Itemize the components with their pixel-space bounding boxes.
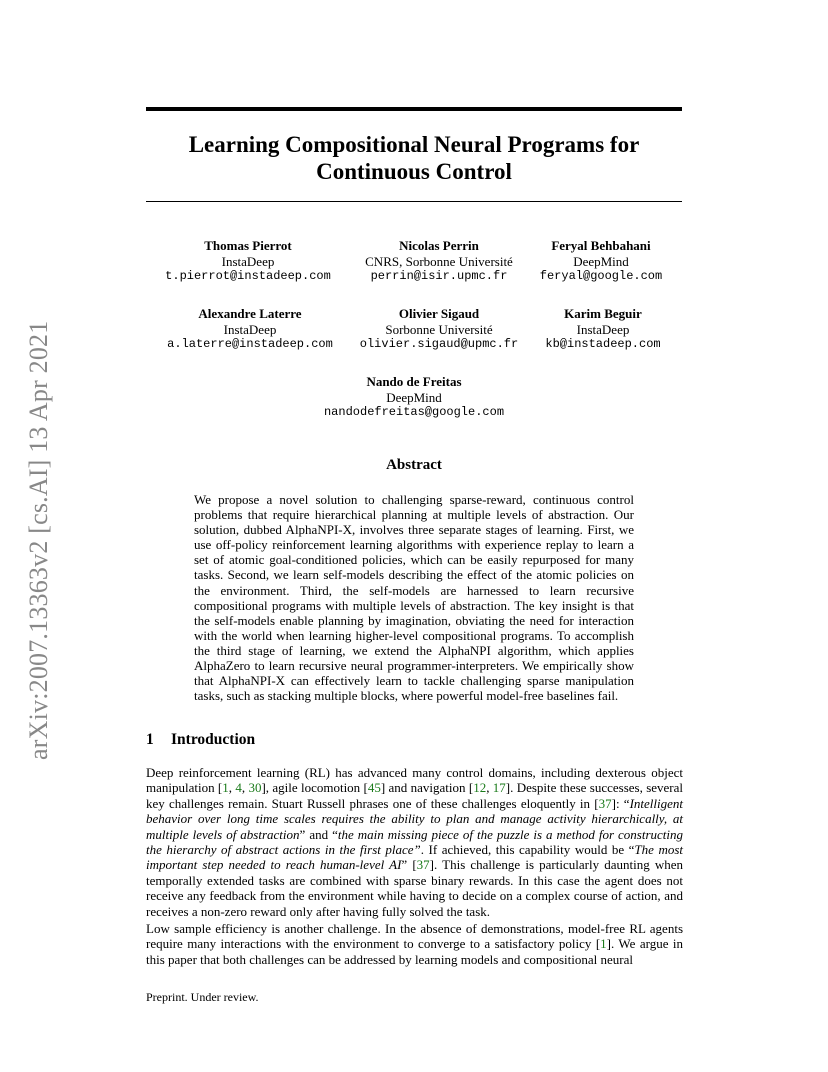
text-run: ” [ bbox=[401, 857, 417, 873]
author-email[interactable]: perrin@isir.upmc.fr bbox=[370, 269, 508, 283]
title-line-2: Continuous Control bbox=[316, 159, 512, 184]
citation-link[interactable]: 4 bbox=[235, 780, 242, 796]
text-run: ]. We argue in this paper that both challenges can be addressed by learning models and compositional neural bbox=[146, 936, 683, 967]
quote-run: the main missing piece of the puzzle is a method for constructing the hierarchy of abstract actions in the first place” bbox=[146, 826, 683, 858]
author-name: Alexandre Laterre bbox=[198, 306, 302, 321]
author-affiliation: DeepMind bbox=[573, 253, 629, 269]
author-affiliation: Sorbonne Université bbox=[385, 321, 493, 337]
section-heading bbox=[146, 731, 255, 749]
author-name: Olivier Sigaud bbox=[398, 306, 480, 321]
author-email[interactable]: kb@instadeep.com bbox=[545, 337, 661, 351]
text-run: . If achieved, this capability would be “ bbox=[420, 842, 635, 858]
author-affiliation: CNRS, Sorbonne Université bbox=[365, 253, 513, 269]
citation-link[interactable]: 30 bbox=[248, 780, 262, 796]
author-email[interactable]: t.pierrot@instadeep.com bbox=[165, 269, 331, 283]
abstract-heading: Abstract bbox=[386, 457, 442, 473]
section-title: Introduction bbox=[171, 731, 256, 748]
author-email[interactable]: a.laterre@instadeep.com bbox=[167, 337, 333, 351]
citation-link[interactable]: 12 bbox=[473, 780, 487, 796]
abstract-text: We propose a novel solution to challenging sparse-reward, continuous control problems that require hierarchical planning at multiple levels of abstraction. Our solution, dubbed AlphaNPI-X, involves three separate stages of learning. First, we use off-policy reinforcement learning algorithms with experience replay to learn a set of atomic goal-conditioned policies, which can be easily repurposed for many tasks. Second, we learn self-models describing the effect of the atomic policies on the environment. Third, the self-models are harnessed to learn recursive compositional programs with multiple levels of abstraction. The key insight is that the self-models enable planning by imagination, obviating the need for interaction with the world when learning higher-level compositional programs. To accomplish the third stage of learning, we extend the AlphaNPI algorithm, which applies AlphaZero to learn recursive neural programmer-interpreters. We empirically show that AlphaNPI-X can effectively learn to tackle challenging sparse manipulation tasks, such as stacking multiple blocks, where powerful model-free baselines fail. bbox=[194, 492, 634, 704]
text-run: Low sample efficiency is another challenge. In the absence of demonstrations, model-free RL agents require many interactions with the environment to converge to a satisfactory policy [ bbox=[146, 921, 683, 952]
author-affiliation: InstaDeep bbox=[221, 253, 275, 269]
text-run: ]: “ bbox=[611, 795, 630, 811]
author-name: Nicolas Perrin bbox=[399, 238, 479, 253]
author-name: Feryal Behbahani bbox=[551, 238, 651, 253]
author-affiliation: InstaDeep bbox=[223, 321, 277, 337]
author-affiliation: DeepMind bbox=[386, 389, 442, 405]
text-run: , bbox=[241, 780, 249, 796]
text-run: ], agile locomotion [ bbox=[261, 780, 368, 796]
text-run: Deep reinforcement learning (RL) has advanced many control domains, including dexterous object manipulation [ bbox=[146, 765, 683, 796]
intro-paragraph-1 bbox=[146, 765, 683, 919]
author-email[interactable]: olivier.sigaud@upmc.fr bbox=[359, 337, 519, 351]
author-block bbox=[481, 238, 721, 285]
author-email[interactable]: nandodefreitas@google.com bbox=[323, 405, 505, 419]
intro-paragraph-2 bbox=[146, 921, 683, 967]
citation-link[interactable]: 37 bbox=[416, 857, 430, 873]
quote-run: The most important step needed to reach human-level AI bbox=[146, 842, 684, 873]
title-top-rule bbox=[146, 107, 682, 111]
author-name: Karim Beguir bbox=[564, 306, 642, 321]
text-run: ]. Despite these successes, several key challenges remain. Stuart Russell phrases one of these challenges eloquently in [ bbox=[146, 780, 684, 811]
citation-link[interactable]: 45 bbox=[367, 780, 381, 796]
citation-link[interactable]: 17 bbox=[492, 780, 506, 796]
citation-link[interactable]: 1 bbox=[600, 936, 607, 952]
citation-link[interactable]: 1 bbox=[222, 780, 229, 796]
author-block bbox=[294, 374, 534, 421]
author-name: Nando de Freitas bbox=[366, 374, 462, 389]
arxiv-stamp: arXiv:2007.13363v2 [cs.AI] 13 Apr 2021 bbox=[24, 320, 53, 760]
text-run: ]. This challenge is particularly daunting when temporally extended tasks are combined with sparse binary rewards. In this case the agent does not receive any feedback from the environment while having to decide on a complex course of action, and receives a non-zero reward only after having fully solved the task. bbox=[146, 857, 683, 919]
author-name: Thomas Pierrot bbox=[204, 238, 292, 253]
author-block bbox=[483, 306, 723, 353]
quote-run: Intelligent behavior over long time scales requires the ability to plan and manage activity hierarchically, at multiple levels of abstraction bbox=[146, 795, 683, 842]
section-number: 1 bbox=[146, 731, 154, 748]
text-run: ” and “ bbox=[299, 826, 338, 842]
text-run: , bbox=[486, 780, 493, 796]
footer-note: Preprint. Under review. bbox=[146, 990, 259, 1004]
author-email[interactable]: feryal@google.com bbox=[539, 269, 663, 283]
title-bottom-rule bbox=[146, 201, 682, 202]
citation-link[interactable]: 37 bbox=[598, 795, 612, 811]
text-run: , bbox=[228, 780, 236, 796]
author-affiliation: InstaDeep bbox=[576, 321, 630, 337]
title-line-1: Learning Compositional Neural Programs for bbox=[188, 132, 640, 157]
text-run: ] and navigation [ bbox=[380, 780, 474, 796]
paper-title bbox=[146, 131, 682, 185]
